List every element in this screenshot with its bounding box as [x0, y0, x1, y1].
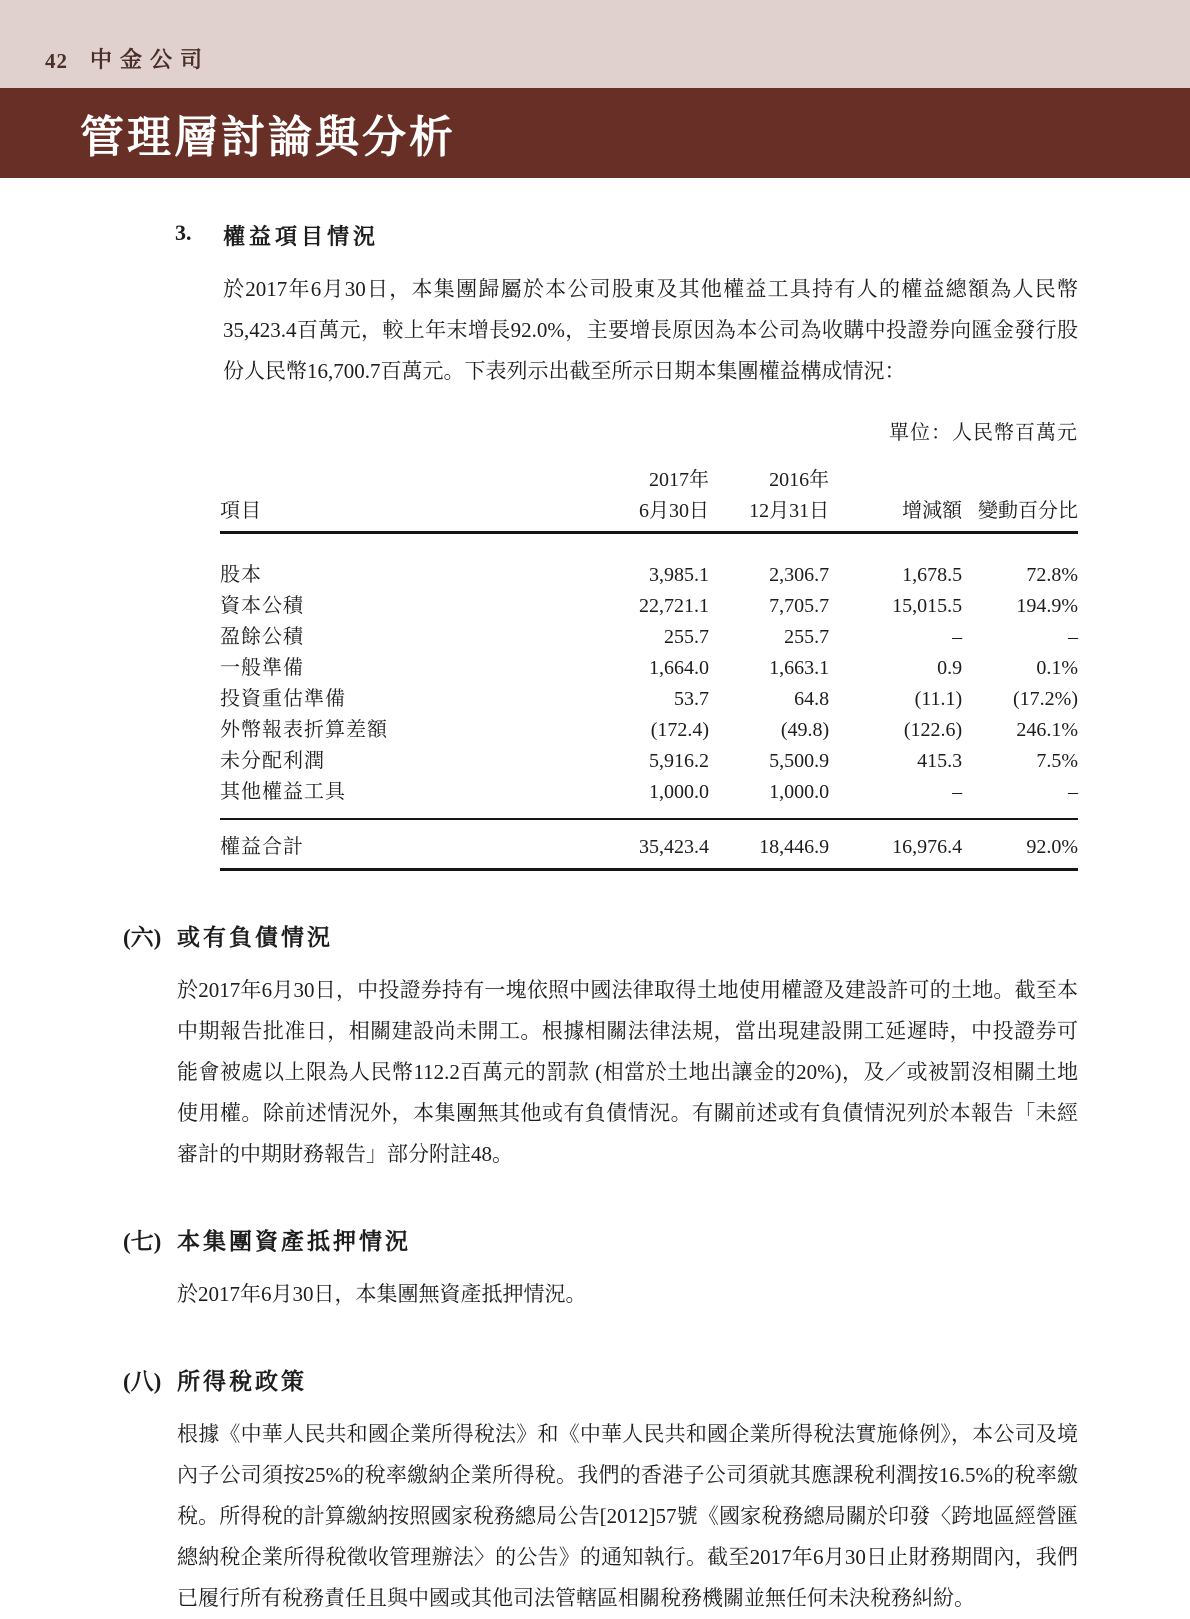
- row-change: 15,015.5: [892, 595, 963, 617]
- header-2016-date: 12月31日: [709, 496, 829, 533]
- table-row: [220, 622, 1078, 653]
- row-change: –: [829, 777, 962, 819]
- section-contingent-paragraph: 於2017年6月30日，中投證券持有一塊依照中國法律取得土地使用權證及建設許可的土地。截至本中期報告批准日，相關建設尚未開工。根據相關法律法規，當出現建設開工延遲時，中投證券可能會被處以上限為人民幣112.2百萬元的罰款 (相當於土地出讓金的20%)，及／或被罰沒相關土地使用權。除前述情況外，本集團無其他或有負債情況。有關前述或有負債情況列於本報告「未經審計的中期財務報告」部分附註48。: [177, 978, 1078, 1166]
- header-2016-year: 2016年: [769, 469, 830, 491]
- section-equity-paragraph: 於2017年6月30日，本集團歸屬於本公司股東及其他權益工具持有人的權益總額為人民幣35,423.4百萬元，較上年末增長92.0%，主要增長原因為本公司為收購中投證券向匯金發行股份人民幣16,700.7百萬元。下表列示出截至所示日期本集團權益構成情況：: [223, 277, 1078, 383]
- row-change-pct: 194.9%: [1016, 595, 1078, 617]
- table-row: [220, 684, 1078, 715]
- section-tax-heading: [123, 1363, 1078, 1396]
- page-number: 42: [45, 49, 68, 73]
- equity-table-head: [220, 465, 1078, 533]
- row-item-label: 盈餘公積: [220, 626, 304, 648]
- section-pledge-heading: [123, 1223, 1078, 1256]
- row-value-2017: 22,721.1: [639, 595, 710, 617]
- section-equity-title: 權益項目情況: [223, 224, 380, 249]
- equity-composition-table: [220, 465, 1078, 871]
- row-value-2016: (49.8): [780, 719, 830, 741]
- row-value-2017: (172.4): [650, 719, 710, 741]
- table-row: [220, 591, 1078, 622]
- page-content: [0, 220, 1190, 1619]
- section-pledge-title: 本集團資產抵押情況: [177, 1229, 411, 1254]
- table-row: [220, 533, 1078, 592]
- total-label: 權益合計: [220, 819, 482, 870]
- table-row: [220, 746, 1078, 777]
- table-row: [220, 715, 1078, 746]
- row-change-pct: 72.8%: [1026, 564, 1078, 586]
- section-equity-number: 3.: [175, 220, 192, 245]
- section-contingent-title: 或有負債情況: [177, 925, 333, 950]
- section-pledge-paragraph: 於2017年6月30日，本集團無資產抵押情況。: [177, 1282, 587, 1306]
- row-value-2017: 1,000.0: [482, 777, 709, 819]
- header-2017-year: 2017年: [649, 469, 710, 491]
- page-header-bar: [0, 0, 1190, 88]
- section-equity-items: [175, 220, 1078, 871]
- header-spacer: [220, 465, 482, 496]
- row-item-label: 投資重估準備: [220, 688, 346, 710]
- unit-note: 單位：人民幣百萬元: [889, 422, 1078, 444]
- chapter-banner: [0, 88, 1190, 178]
- row-item-label: 未分配利潤: [220, 750, 325, 772]
- chapter-title: 管理層討論與分析: [80, 113, 456, 162]
- row-value-2016: 1,663.1: [769, 657, 830, 679]
- row-change: 415.3: [917, 750, 963, 772]
- section-asset-pledge: [123, 1223, 1078, 1315]
- row-value-2017: 5,916.2: [649, 750, 710, 772]
- row-item-label: 股本: [220, 564, 262, 586]
- section-contingent-marker: (六): [123, 925, 162, 950]
- total-change: 16,976.4: [829, 819, 962, 870]
- section-tax-paragraph: 根據《中華人民共和國企業所得稅法》和《中華人民共和國企業所得稅法實施條例》，本公司及境內子公司須按25%的稅率繳納企業所得稅。我們的香港子公司須就其應課稅利潤按16.5%的稅率繳稅。所得稅的計算繳納按照國家稅務總局公告[2012]57號《國家稅務總局關於印發〈跨地區經營匯總納稅企業所得稅徵收管理辦法〉的公告》的通知執行。截至2017年6月30日止財務期間內，我們已履行所有稅務責任且與中國或其他司法管轄區相關稅務機關並無任何未決稅務糾紛。: [177, 1422, 1078, 1610]
- row-value-2017: 3,985.1: [649, 564, 710, 586]
- section-tax-title: 所得稅政策: [177, 1369, 307, 1394]
- row-value-2016: 255.7: [784, 626, 830, 648]
- section-contingent-heading: [123, 919, 1078, 952]
- total-change-pct: 92.0%: [962, 819, 1078, 870]
- row-change: 0.9: [937, 657, 963, 679]
- row-change-pct: 7.5%: [1036, 750, 1078, 772]
- row-value-2017: 53.7: [674, 688, 710, 710]
- section-contingent-liabilities: [123, 919, 1078, 1175]
- header-change: 增減額: [829, 496, 962, 533]
- row-change: –: [952, 626, 963, 648]
- table-row: [220, 653, 1078, 684]
- row-value-2016: 5,500.9: [769, 750, 830, 772]
- row-change: (11.1): [914, 688, 963, 710]
- row-change-pct: –: [962, 777, 1078, 819]
- header-change-pct: 變動百分比: [962, 496, 1078, 533]
- row-change-pct: –: [1068, 626, 1078, 648]
- header-spacer: [829, 465, 962, 496]
- row-value-2016: 2,306.7: [769, 564, 830, 586]
- row-value-2016: 1,000.0: [709, 777, 829, 819]
- row-change-pct: 246.1%: [1016, 719, 1078, 741]
- row-value-2017: 255.7: [664, 626, 710, 648]
- equity-table-body: [220, 533, 1078, 870]
- total-value-2016: 18,446.9: [709, 819, 829, 870]
- row-value-2017: 1,664.0: [649, 657, 710, 679]
- header-2017-date: 6月30日: [482, 496, 709, 533]
- header-spacer: [962, 465, 1078, 496]
- row-change-pct: 0.1%: [1036, 657, 1078, 679]
- company-name: 中金公司: [90, 47, 211, 72]
- section-pledge-marker: (七): [123, 1229, 162, 1254]
- table-header-year-row: [220, 465, 1078, 496]
- row-value-2016: 7,705.7: [769, 595, 830, 617]
- table-header-date-row: [220, 496, 1078, 533]
- row-change: (122.6): [903, 719, 963, 741]
- table-total-row: [220, 819, 1078, 870]
- section-equity-heading: [175, 220, 1078, 251]
- row-item-label: 外幣報表折算差額: [220, 719, 388, 741]
- header-item: 項目: [220, 496, 482, 533]
- row-item-label: 其他權益工具: [220, 777, 482, 819]
- row-change-pct: (17.2%): [1013, 688, 1078, 710]
- row-value-2016: 64.8: [794, 688, 830, 710]
- section-income-tax-policy: [123, 1363, 1078, 1619]
- row-item-label: 資本公積: [220, 595, 304, 617]
- section-tax-marker: (八): [123, 1369, 162, 1394]
- row-item-label: 一般準備: [220, 657, 304, 679]
- row-change: 1,678.5: [902, 564, 963, 586]
- table-row: [220, 777, 1078, 819]
- total-value-2017: 35,423.4: [482, 819, 709, 870]
